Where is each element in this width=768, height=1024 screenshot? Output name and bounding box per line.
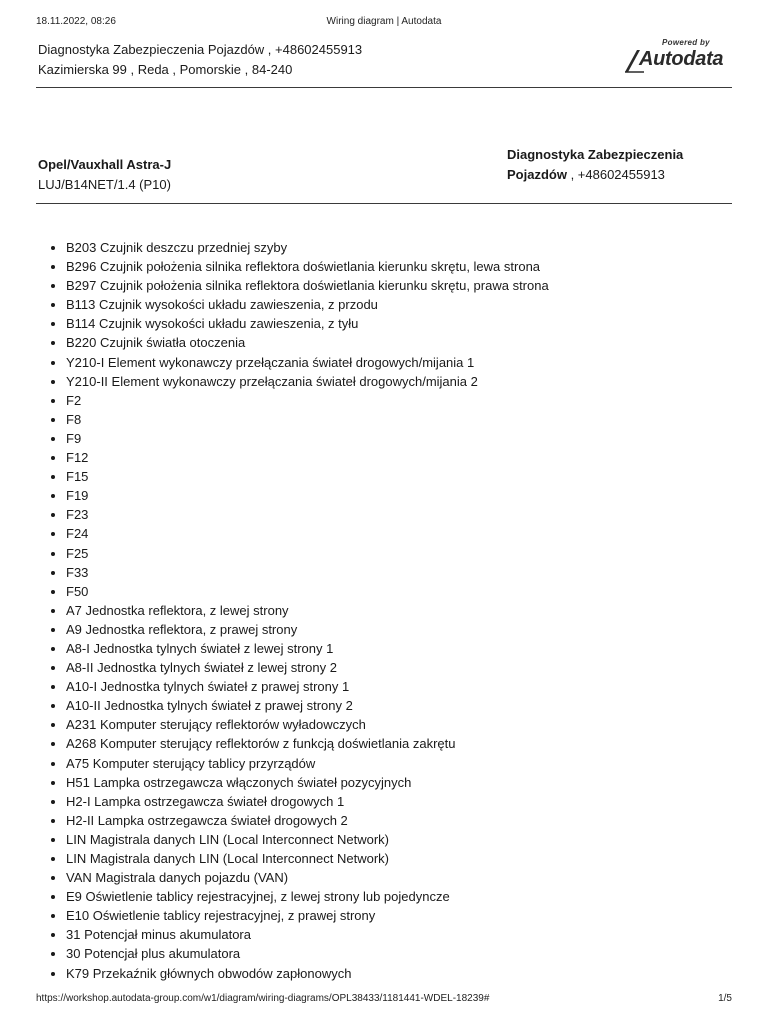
list-item: • E9 Oświetlenie tablicy rejestracyjnej, z lewej strony lub pojedyncze <box>66 887 549 906</box>
powered-by-label: Powered by <box>662 38 710 47</box>
contact-name-line2: Pojazdów <box>507 167 567 182</box>
header-divider <box>36 87 732 88</box>
print-page-title: Wiring diagram | Autodata <box>326 16 442 27</box>
list-item: • K79 Przekaźnik głównych obwodów zapłonowych <box>66 964 549 983</box>
autodata-logo <box>624 38 734 74</box>
list-item: • F9 <box>66 429 549 448</box>
list-item: • Y210-II Element wykonawczy przełączania świateł drogowych/mijania 2 <box>66 372 549 391</box>
page-number: 1/5 <box>718 993 732 1004</box>
company-address: Kazimierska 99 , Reda , Pomorskie , 84-240 <box>38 62 293 77</box>
list-item: • B113 Czujnik wysokości układu zawieszenia, z przodu <box>66 295 549 314</box>
list-item: • F2 <box>66 391 549 410</box>
list-item: • A7 Jednostka reflektora, z lewej strony <box>66 601 549 620</box>
print-header <box>36 16 732 30</box>
list-item: • F8 <box>66 410 549 429</box>
contact-phone: , +48602455913 <box>566 167 665 182</box>
company-name-phone: Diagnostyka Zabezpieczenia Pojazdów , +48602455913 <box>38 42 363 57</box>
list-item: • F50 <box>66 582 549 601</box>
list-item: • B297 Czujnik położenia silnika reflektora doświetlania kierunku skrętu, prawa strona <box>66 276 549 295</box>
list-item: • VAN Magistrala danych pojazdu (VAN) <box>66 868 549 887</box>
list-item: • A10-I Jednostka tylnych świateł z prawej strony 1 <box>66 677 549 696</box>
list-item: • A8-I Jednostka tylnych świateł z lewej strony 1 <box>66 639 549 658</box>
vehicle-model: Opel/Vauxhall Astra-J <box>38 157 172 172</box>
list-item: • A231 Komputer sterujący reflektorów wyładowczych <box>66 715 549 734</box>
list-item: • B114 Czujnik wysokości układu zawieszenia, z tyłu <box>66 314 549 333</box>
contact-info <box>507 145 737 185</box>
list-item: • F23 <box>66 505 549 524</box>
list-item: • H51 Lampka ostrzegawcza włączonych świateł pozycyjnych <box>66 773 549 792</box>
print-footer <box>36 993 732 1007</box>
vehicle-info <box>38 155 171 195</box>
contact-name-line1: Diagnostyka Zabezpieczenia <box>507 147 684 162</box>
list-item: • F15 <box>66 467 549 486</box>
list-item: • A10-II Jednostka tylnych świateł z prawej strony 2 <box>66 696 549 715</box>
component-list <box>38 238 549 983</box>
vehicle-engine: LUJ/B14NET/1.4 (P10) <box>38 177 171 192</box>
autodata-brand: Autodata <box>639 48 724 70</box>
list-item: • B220 Czujnik światła otoczenia <box>66 333 549 352</box>
list-item: • H2-I Lampka ostrzegawcza świateł drogowych 1 <box>66 792 549 811</box>
list-item: • F25 <box>66 544 549 563</box>
list-item: • F33 <box>66 563 549 582</box>
list-item: • B296 Czujnik położenia silnika reflektora doświetlania kierunku skrętu, lewa strona <box>66 257 549 276</box>
list-item: • 31 Potencjał minus akumulatora <box>66 925 549 944</box>
contact-line2 <box>507 165 737 185</box>
list-item: • A75 Komputer sterujący tablicy przyrządów <box>66 754 549 773</box>
list-item: • F19 <box>66 486 549 505</box>
list-item: • LIN Magistrala danych LIN (Local Interconnect Network) <box>66 830 549 849</box>
print-datetime: 18.11.2022, 08:26 <box>36 16 116 27</box>
company-info <box>38 40 362 80</box>
list-item: • Y210-I Element wykonawczy przełączania świateł drogowych/mijania 1 <box>66 353 549 372</box>
section-divider <box>36 203 732 204</box>
list-item: • F24 <box>66 524 549 543</box>
list-item: • A8-II Jednostka tylnych świateł z lewej strony 2 <box>66 658 549 677</box>
list-item: • LIN Magistrala danych LIN (Local Interconnect Network) <box>66 849 549 868</box>
list-item: • F12 <box>66 448 549 467</box>
list-item: • A9 Jednostka reflektora, z prawej strony <box>66 620 549 639</box>
list-item: • A268 Komputer sterujący reflektorów z funkcją doświetlania zakrętu <box>66 734 549 753</box>
list-item: • H2-II Lampka ostrzegawcza świateł drogowych 2 <box>66 811 549 830</box>
list-item: • B203 Czujnik deszczu przedniej szyby <box>66 238 549 257</box>
page-url: https://workshop.autodata-group.com/w1/diagram/wiring-diagrams/OPL38433/1181441-WDEL-18239# <box>36 993 490 1004</box>
list-item: • 30 Potencjał plus akumulatora <box>66 944 549 963</box>
list-item: • E10 Oświetlenie tablicy rejestracyjnej, z prawej strony <box>66 906 549 925</box>
